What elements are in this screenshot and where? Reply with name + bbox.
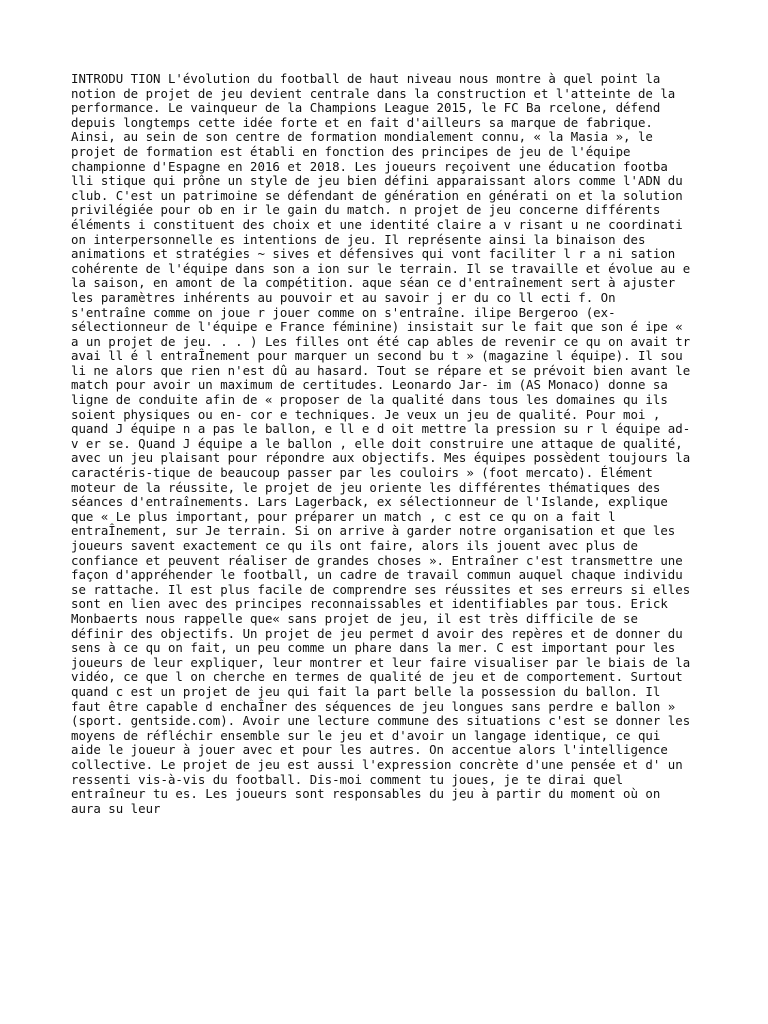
body-text <box>71 72 711 816</box>
text-line: li ne alors que rien n'est dû au hasard. Tout se répare et se prévoit bien avant le <box>71 362 691 378</box>
text-line: depuis longtemps cette idée forte et en fait d'ailleurs sa marque de fabrique. <box>71 114 653 130</box>
text-line: collective. Le projet de jeu est aussi l'expression concrète d'une pensée et d' un <box>71 756 683 772</box>
text-line: moteur de la réussite, le projet de jeu oriente les différentes thématiques des <box>71 479 661 495</box>
text-line: confiance et peuvent réaliser de grandes choses ». Entraîner c'est transmettre une <box>71 552 683 568</box>
text-line: championne d'Espagne en 2016 et 2018. Les joueurs reçoivent une éducation footba <box>71 158 668 174</box>
text-line: sont en lien avec des principes reconnaissables et identifiables par tous. Erick <box>71 596 668 612</box>
text-line: caractéris-tique de beaucoup passer par les couloirs » (foot mercato). Élément <box>71 465 653 481</box>
text-line: aide le joueur à jouer avec et pour les autres. On accentue alors l'intelligence <box>71 742 668 758</box>
text-line: quand c est un projet de jeu qui fait la part belle la possession du ballon. Il <box>71 683 661 699</box>
text-line: que « Le plus important, pour préparer un match , c est ce qu on a fait l <box>71 508 616 524</box>
text-line: la saison, en amont de la compétition. aque séan ce d'entraînement sert à ajuster <box>71 275 676 291</box>
text-line: avec un jeu plaisant pour répondre aux objectifs. Mes équipes possèdent toujours la <box>71 450 691 466</box>
text-line: Monbaerts nous rappelle que« sans projet de jeu, il est très difficile de se <box>71 610 638 626</box>
text-line: joueurs de leur expliquer, leur montrer et leur faire visualiser par le biais de la <box>71 654 691 670</box>
text-line: notion de projet de jeu devient centrale dans la construction et l'atteinte de la <box>71 85 676 101</box>
text-line: soient physiques ou en- cor e techniques. Je veux un jeu de qualité. Pour moi , <box>71 406 661 422</box>
text-line: faut être capable d enchaÎner des séquences de jeu longues sans perdre e ballon » <box>71 698 676 714</box>
text-line: cohérente de l'équipe dans son a ion sur le terrain. Il se travaille et évolue au e <box>71 260 691 276</box>
text-line: lli stique qui prône un style de jeu bien défini apparaissant alors comme l'ADN du <box>71 173 683 189</box>
text-line: se rattache. Il est plus facile de comprendre ses réussites et ses erreurs si elles <box>71 581 691 597</box>
text-line: Ainsi, au sein de son centre de formation mondialement connu, « la Masia », le <box>71 129 653 145</box>
text-line: v er se. Quand J équipe a le ballon , elle doit construire une attaque de qualité, <box>71 435 683 451</box>
text-line: définir des objectifs. Un projet de jeu permet d avoir des repères et de donner du <box>71 625 683 641</box>
text-line: aura su leur <box>71 800 161 816</box>
text-line: sélectionneur de l'équipe e France féminine) insistait sur le fait que son é ipe « <box>71 319 683 335</box>
text-line: avai ll é l entraÎnement pour marquer un second bu t » (magazine l équipe). Il sou <box>71 348 683 364</box>
text-line: animations et stratégies ~ sives et défensives qui vont faciliter l r a ni sation <box>71 246 676 262</box>
text-line: vidéo, ce que l on cherche en termes de qualité de jeu et de comportement. Surtout <box>71 669 683 685</box>
text-line: ressenti vis-à-vis du football. Dis-moi comment tu joues, je te dirai quel <box>71 771 624 787</box>
text-line: joueurs savent exactement ce qu ils ont faire, alors ils jouent avec plus de <box>71 538 638 553</box>
text-line: performance. Le vainqueur de la Champions League 2015, le FC Ba rcelone, défend <box>71 100 661 116</box>
text-line: quand J équipe n a pas le ballon, e ll e d oit mettre la pression su r l équipe ad- <box>71 421 691 437</box>
text-line: entraîneur tu es. Les joueurs sont responsables du jeu à partir du moment où on <box>71 786 661 802</box>
text-line: moyens de réfléchir ensemble sur le jeu et d'avoir un langage identique, ce qui <box>71 727 661 743</box>
text-line: match pour avoir un maximum de certitudes. Leonardo Jar- im (AS Monaco) donne sa <box>71 377 668 393</box>
text-line: ligne de conduite afin de « proposer de la qualité dans tous les domaines qu ils <box>71 392 668 408</box>
text-line: on interpersonnelle es intentions de jeu. Il représente ainsi la binaison des <box>71 231 646 247</box>
text-line: séances d'entraînements. Lars Lagerback, ex sélectionneur de l'Islande, explique <box>71 494 668 510</box>
text-line: éléments i constituent des choix et une identité claire a v risant u ne coordinati <box>71 216 683 232</box>
text-line: (sport. gentside.com). Avoir une lecture commune des situations c'est se donner les <box>71 713 691 729</box>
text-line: entraÎnement, sur Je terrain. Si on arrive à garder notre organisation et que les <box>71 523 676 539</box>
text-line: façon d'appréhender le football, un cadre de travail commun auquel chaque individu <box>71 567 683 583</box>
text-line: s'entraîne comme on joue r jouer comme on s'entraîne. ilipe Bergeroo (ex- <box>71 304 616 320</box>
text-line: les paramètres inhérents au pouvoir et au savoir j er du co ll ecti f. On <box>71 289 616 305</box>
text-line: projet de formation est établi en fonction des principes de jeu de l'équipe <box>71 143 631 159</box>
text-line: sens à ce qu on fait, un peu comme un phare dans la mer. C est important pour les <box>71 640 676 656</box>
text-line: a un projet de jeu. . . ) Les filles ont été cap ables de revenir ce qu on avait tr <box>71 333 691 349</box>
text-line: INTRODU TION L'évolution du football de haut niveau nous montre à quel point la <box>71 71 661 86</box>
text-line: privilégiée pour ob en ir le gain du match. n projet de jeu concerne différents <box>71 202 661 218</box>
text-line: club. C'est un patrimoine se défendant de génération en générati on et la solution <box>71 187 683 203</box>
